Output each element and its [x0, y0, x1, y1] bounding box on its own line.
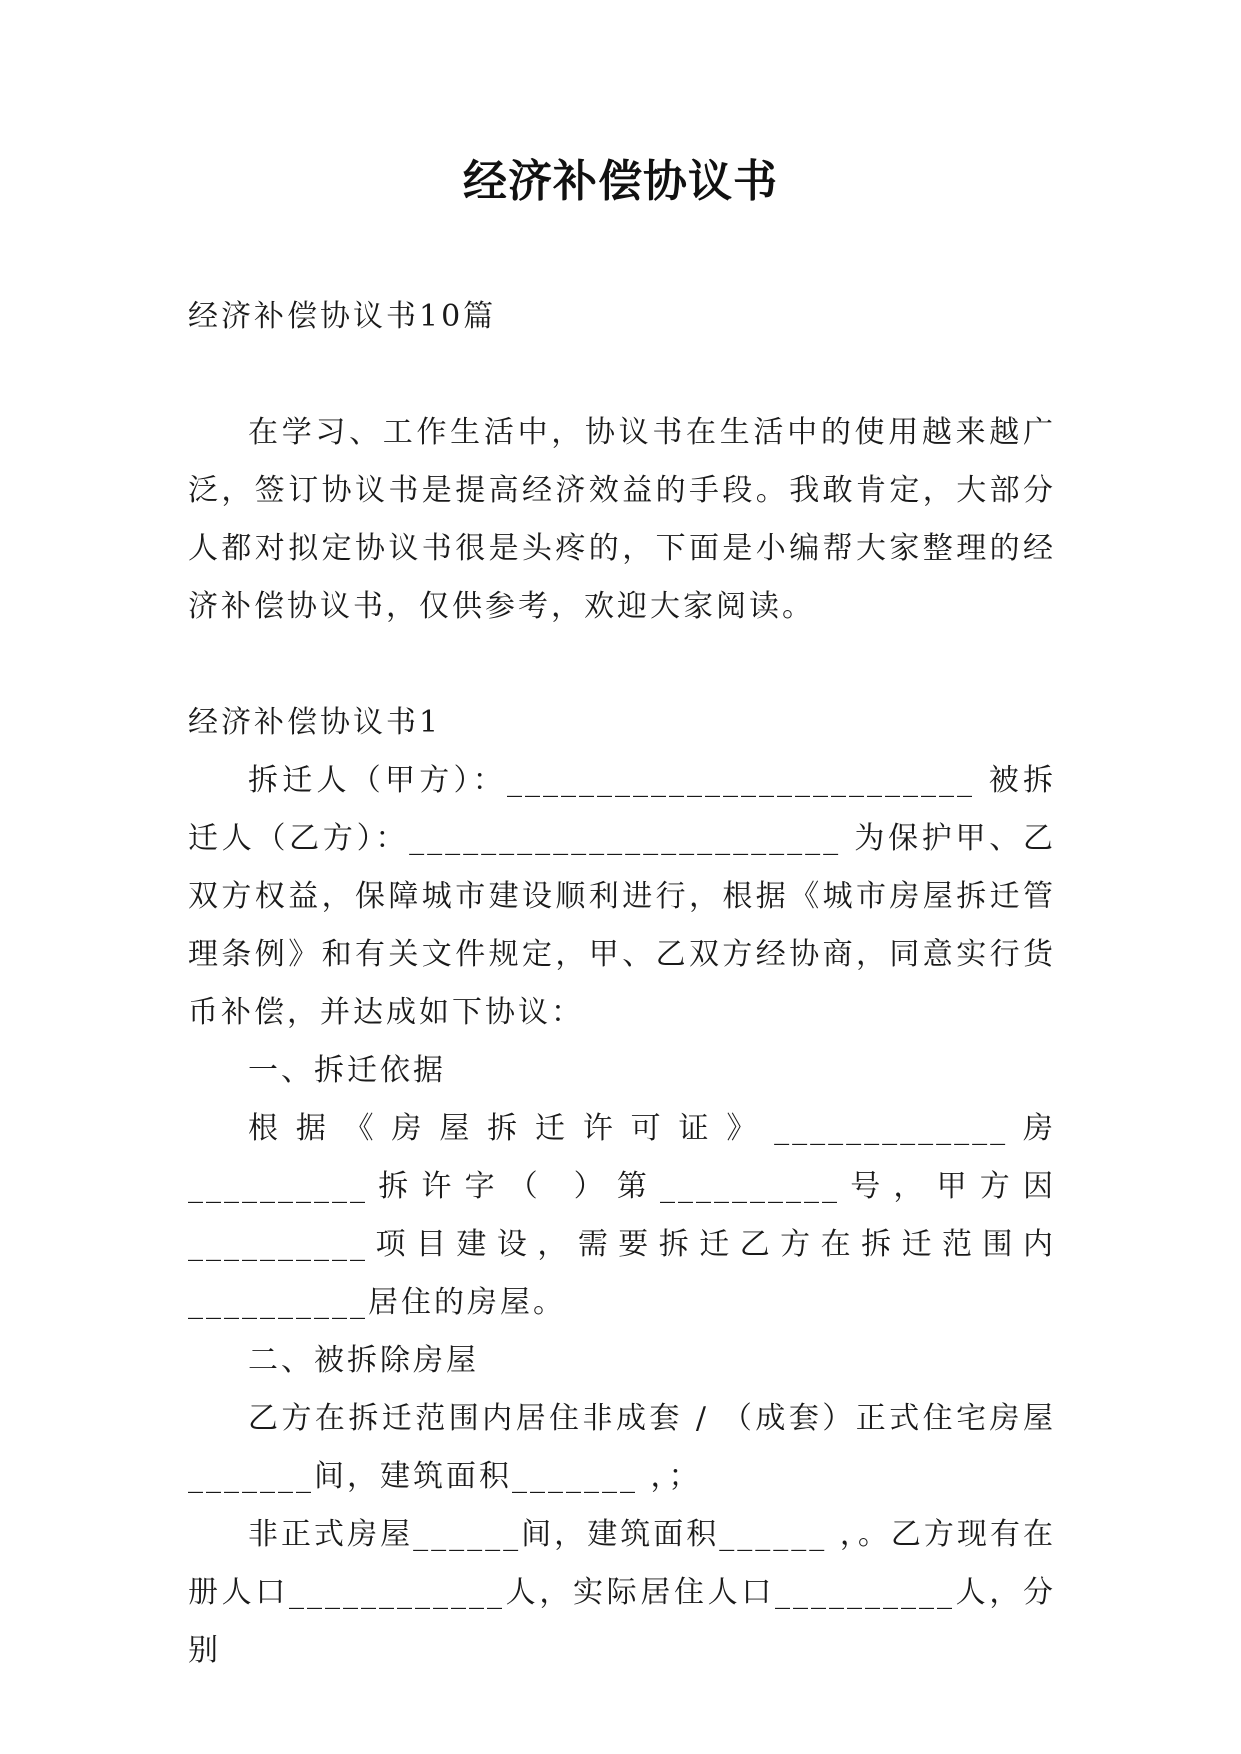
intro-paragraph: 在学习、工作生活中，协议书在生活中的使用越来越广泛，签订协议书是提高经济效益的手段。我敢肯定，大部分人都对拟定协议书很是头疼的，下面是小编帮大家整理的经济补偿协议书，仅供参考，欢迎大家阅读。 [188, 415, 1056, 624]
heading-basis: 一、拆迁依据 [248, 1053, 446, 1088]
paragraph-basis: 根据《房屋拆迁许可证》_____________房__________拆许字（ ）第__________号，甲方因__________项目建设，需要拆迁乙方在拆迁范围内__________居住的房屋。 [188, 1111, 1056, 1320]
heading-house: 二、被拆除房屋 [248, 1343, 479, 1378]
paragraph-parties: 拆迁人（甲方）：__________________________ 被拆迁人（乙方）：________________________ 为保护甲、乙双方权益，保障城市建设顺利进行，根据《城市房屋拆迁管理条例》和有关文件规定，甲、乙双方经协商，同意实行货币补偿，并达成如下协议： [188, 763, 1056, 1030]
document-title: 经济补偿协议书 [463, 156, 778, 207]
section-title: 经济补偿协议书1 [188, 705, 442, 740]
paragraph-informal-house: 非正式房屋______间，建筑面积______ ，。乙方现有在册人口____________人，实际居住人口__________人，分别 [188, 1517, 1056, 1668]
paragraph-house: 乙方在拆迁范围内居住非成套 / （成套）正式住宅房屋_______间，建筑面积_______ ，； [188, 1401, 1056, 1494]
document-subtitle: 经济补偿协议书10篇 [188, 299, 497, 334]
document-body [188, 288, 1056, 1680]
